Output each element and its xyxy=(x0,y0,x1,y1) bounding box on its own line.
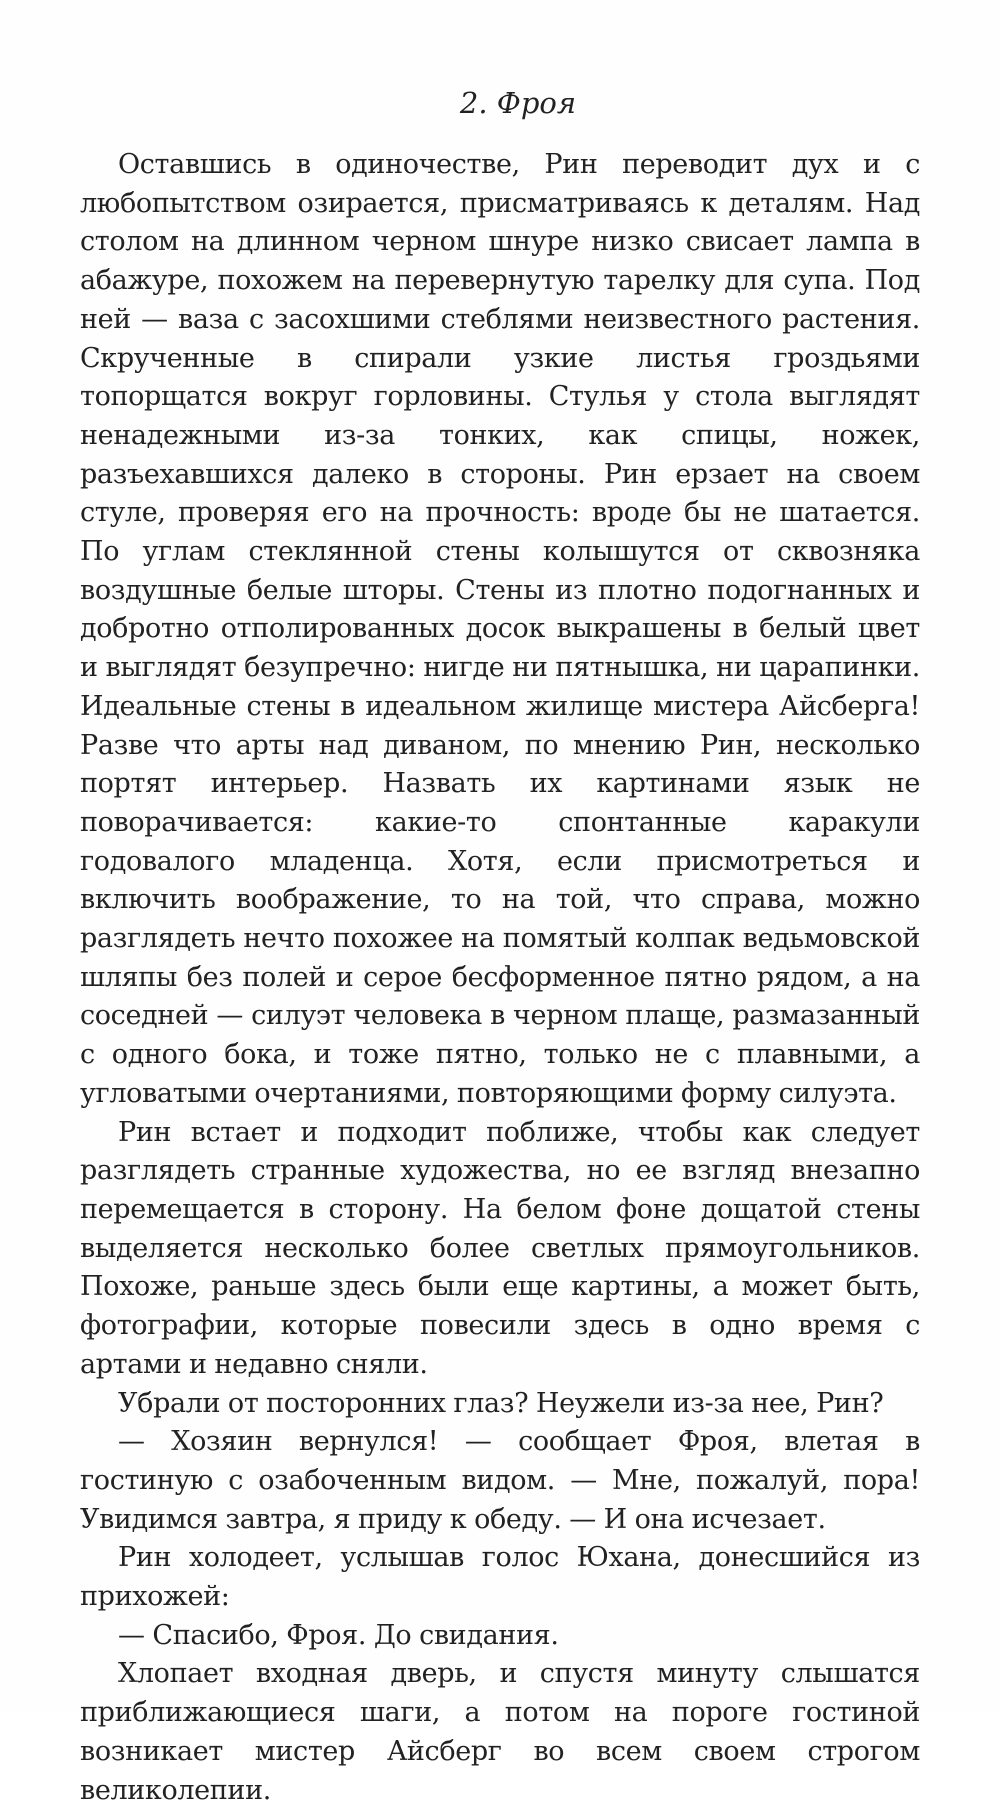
paragraph: Рин встает и подходит поближе, чтобы как следует разглядеть странные художества, но ее взгляд внезапно перемещается в сторону. На белом фоне дощатой стены выделяется несколько более светлых прямоугольников. Похоже, раньше здесь были еще картины, а может быть, фотографии, которые повесили здесь в одно время с артами и недавно сняли. xyxy=(80,1116,920,1380)
paragraph: Убрали от посторонних глаз? Неужели из-за нее, Рин? xyxy=(118,1387,884,1419)
paragraph: Оставшись в одиночестве, Рин переводит дух и с любопытством озирается, присматриваясь к деталям. Над столом на длинном черном шнуре низко свисает лампа в абажуре, похожем на перевернутую тарелку для супа. Под ней — ваза с засохшими стеблями неизвестного растения. Скрученные в спирали узкие листья гроздьями топорщатся вокруг горловины. Стулья у стола выглядят ненадежными из-за тонких, как спицы, ножек, разъехавшихся далеко в стороны. Рин ерзает на своем стуле, проверяя его на прочность: вроде бы не шатается. По углам стеклянной стены колышутся от сквозняка воздушные белые шторы. Стены из плотно подогнанных и добротно отполированных досок выкрашены в белый цвет и выглядят безупречно: нигде ни пятнышка, ни царапинки. Идеальные стены в идеальном жилище мистера Айсберга! Разве что арты над диваном, по мнению Рин, несколько портят интерьер. Назвать их картинами язык не поворачивается: какие-то спонтанные каракули годовалого младенца. Хотя, если присмотреться и включить воображение, то на той, что справа, можно разглядеть нечто похожее на помятый колпак ведьмовской шляпы без полей и серое бесформенное пятно рядом, а на соседней — силуэт человека в черном плаще, размазанный с одного бока, и тоже пятно, только не с плавными, а угловатыми очертаниями, повторяющими форму силуэта. xyxy=(80,149,920,1109)
paragraph: — Спасибо, Фроя. До свидания. xyxy=(118,1619,559,1651)
paragraph: Рин холодеет, услышав голос Юхана, донесшийся из прихожей: xyxy=(80,1542,920,1613)
chapter-text xyxy=(80,146,920,1810)
chapter-title: 2. Фроя xyxy=(459,86,577,120)
paragraph: Хлопает входная дверь, и спустя минуту слышатся приближающиеся шаги, а потом на пороге гостиной возникает мистер Айсберг во всем своем строгом великолепии. xyxy=(80,1658,920,1806)
paragraph: — Хозяин вернулся! — сообщает Фроя, влетая в гостиную с озабоченным видом. — Мне, пожалуй, пора! Увидимся завтра, я приду к обеду. — И она исчезает. xyxy=(80,1426,920,1535)
